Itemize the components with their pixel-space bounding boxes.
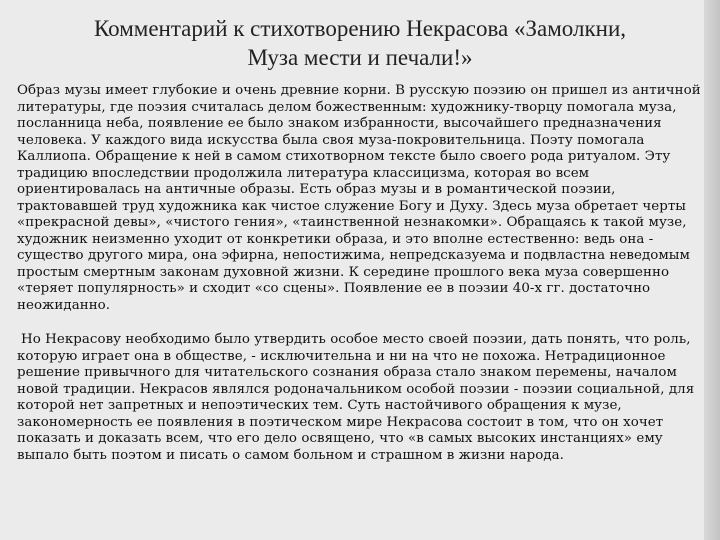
body-paragraph-1: Образ музы имеет глубокие и очень древние корни. В русскую поэзию он пришел из античной литературы, где поэзия считалась делом божественным: художнику-творцу помогала муза, посланница неба, появление ее было знаком избранности, высочайшего предназначения человека. У каждого вида искусства была своя муза-покровительница. Поэту помогала Каллиопа. Обращение к ней в самом стихотворном тексте было своего рода ритуалом. Эту традицию впоследствии продолжила литература классицизма, которая во всем ориентировалась на античные образы. Есть образ музы и в романтической поэзии, трактовавшей труд художника как чистое служение Богу и Духу. Здесь муза обретает черты «прекрасной девы», «чистого гения», «таинственной незнакомки». Обращаясь к такой музе, художник неизменно уходит от конкретики образа, и это вполне естественно: ведь она - существо другого мира, она эфирна, непостижима, непредсказуема и подвластна неведомым простым смертным законам духовной жизни. К середине прошлого века муза совершенно «теряет популярность» и сходит «со сцены». Появление ее в поэзии 40-х гг. достаточно неожиданно. [17,83,701,313]
body-paragraph-2: Но Некрасову необходимо было утвердить особое место своей поэзии, дать понять, что роль, которую играет она в обществе, - исключительна и ни на что не похожа. Нетрадиционное решение привычного для читательского сознания образа стало знаком перемены, началом новой традиции. Некрасов являлся родоначальником особой поэзии - поэзии социальной, для которой нет запретных и непоэтических тем. Суть настойчивого обращения к музе, закономерность ее появления в поэтическом мире Некрасова состоит в том, что он хочет показать и доказать всем, что его дело освящено, что «в самых высоких инстанциях» ему выпало быть поэтом и писать о самом больном и страшном в жизни народа. [17,332,695,463]
slide-body [17,83,701,464]
slide-edge-decoration [704,0,720,540]
slide-title-line-1: Комментарий к стихотворению Некрасова «Замолкни, [93,16,627,41]
slide-title-line-2: Муза мести и печали!» [247,45,473,70]
slide-title [40,14,680,72]
